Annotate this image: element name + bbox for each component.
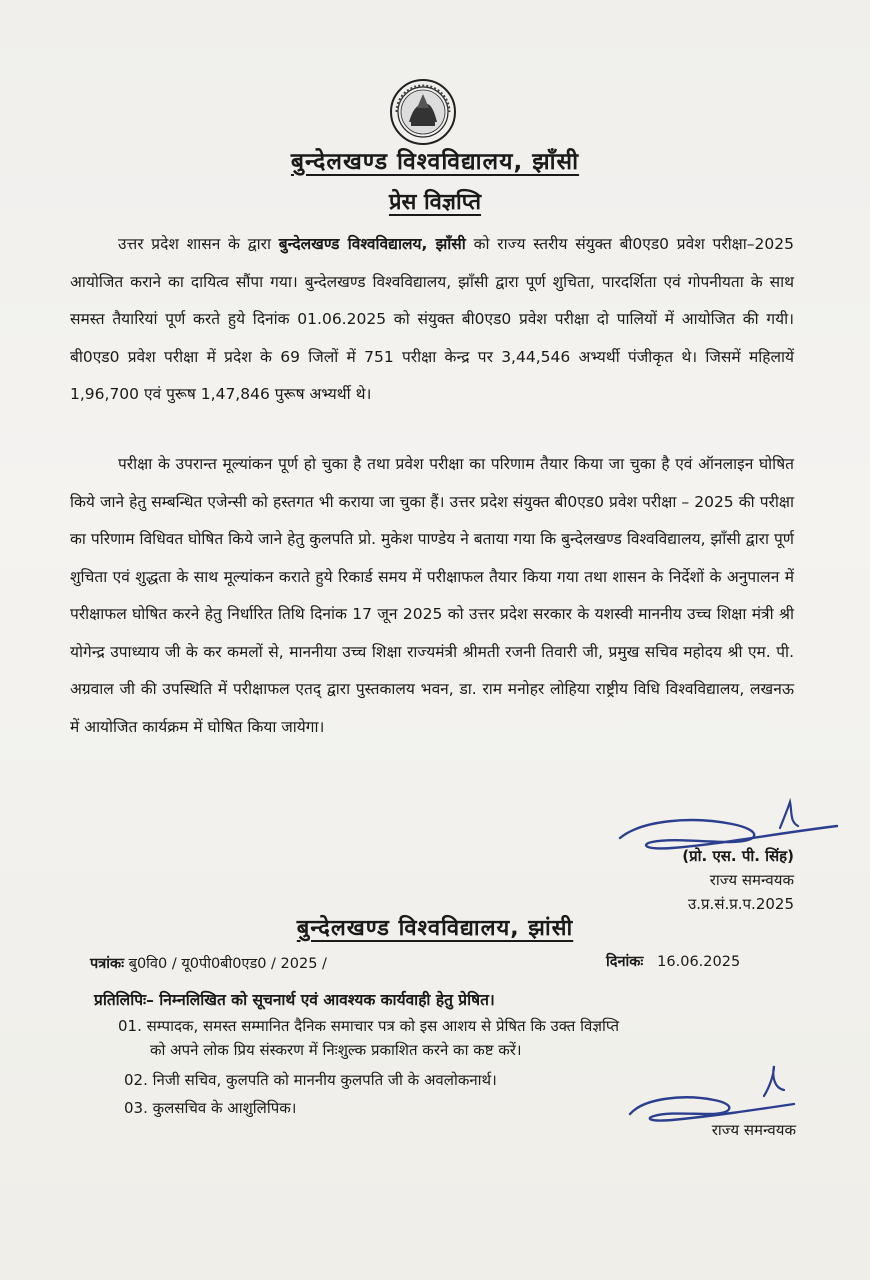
copy-item-3: 03. कुलसचिव के आशुलिपिक। <box>124 1099 297 1117</box>
copy-item-1-continued: को अपने लोक प्रिय संस्करण में निःशुल्क प्रकाशित करने का कष्ट करें। <box>150 1041 522 1059</box>
signatory-2-designation: राज्य समन्वयक <box>711 1121 796 1139</box>
reference-date: दिनांकः 16.06.2025 <box>606 954 741 970</box>
copy-item-1: 01. सम्पादक, समस्त सम्मानित दैनिक समाचार पत्र को इस आशय से प्रेषित कि उक्त विज्ञप्ति <box>118 1017 619 1035</box>
signatory-1-name: (प्रो. एस. पी. सिंह) <box>682 847 794 865</box>
copy-item-2: 02. निजी सचिव, कुलपति को माननीय कुलपति जी के अवलोकनार्थ। <box>124 1071 497 1089</box>
signatory-1-block <box>682 844 794 916</box>
university-seal-icon <box>389 78 457 146</box>
university-heading: बुन्देलखण्ड विश्वविद्यालय, झाँसी <box>290 149 580 175</box>
press-release-title: प्रेस विज्ञप्ति <box>388 190 482 215</box>
signatory-1-org: उ.प्र.सं.प्र.प.2025 <box>688 895 794 913</box>
reference-number: पत्रांकः बु0वि0 / यू0पी0बी0एड0 / 2025 / <box>90 956 327 972</box>
paragraph-2: परीक्षा के उपरान्त मूल्यांकन पूर्ण हो चुका है तथा प्रवेश परीक्षा का परिणाम तैयार किया जा चुका है एवं ऑनलाइन घोषित किये जाने हेतु सम्बन्धित एजेन्सी को हस्तगत भी कराया जा चुका हैं। उत्तर प्रदेश संयुक्त बी0एड0 प्रवेश परीक्षा – 2025 की परीक्षा का परिणाम विधिवत घोषित किये जाने हेतु कुलपति प्रो. मुकेश पाण्डेय ने बताया गया कि बुन्देलखण्ड विश्वविद्यालय, झाँसी द्वारा पूर्ण शुचिता एवं शुद्धता के साथ मूल्यांकन कराते हुये रिकार्ड समय में परीक्षाफल तैयार किया गया तथा शासन के निर्देशों के अनुपालन में परीक्षाफल घोषित करने हेतु निर्धारित तिथि दिनांक 17 जून 2025 को उत्तर प्रदेश सरकार के यशस्वी माननीय उच्च शिक्षा मंत्री श्री योगेन्द्र उपाध्याय जी के कर कमलों से, माननीया उच्च शिक्षा राज्यमंत्री श्रीमती रजनी तिवारी जी, प्रमुख सचिव महोदय श्री एम. पी. अग्रवाल जी की उपस्थिति में परीक्षाफल एतद् द्वारा पुस्तकालय भवन, डा. राम मनोहर लोहिया राष्ट्रीय विधि विश्वविद्यालय, लखनऊ में आयोजित कार्यक्रम में घोषित किया जायेगा। <box>70 455 794 736</box>
signatory-1-designation: राज्य समन्वयक <box>709 871 794 889</box>
second-university-heading: बुन्देलखण्ड विश्वविद्यालय, झांसी <box>296 916 574 941</box>
signatory-2-block <box>712 1118 796 1142</box>
paragraph-1-bold: बुन्देलखण्ड विश्वविद्यालय, झाँसी <box>278 235 466 253</box>
copy-heading: प्रतिलिपिः– निम्नलिखित को सूचनार्थ एवं आवश्यक कार्यवाही हेतु प्रेषित। <box>94 991 495 1009</box>
paragraph-1: उत्तर प्रदेश शासन के द्वारा बुन्देलखण्ड विश्वविद्यालय, झाँसी को राज्य स्तरीय संयुक्त बी0एड0 प्रवेश परीक्षा–2025 आयोजित कराने का दायित्व सौंपा गया। बुन्देलखण्ड विश्वविद्यालय, झाँसी द्वारा पूर्ण शुचिता, पारदर्शिता एवं गोपनीयता के साथ समस्त तैयारियां पूर्ण करते हुये दिनांक 01.06.2025 को संयुक्त बी0एड0 प्रवेश परीक्षा दो पालियों में आयोजित की गयी। बी0एड0 प्रवेश परीक्षा में प्रदेश के 69 जिलों में 751 परीक्षा केन्द्र पर 3,44,546 अभ्यर्थी पंजीकृत थे। जिसमें महिलायें 1,96,700 एवं पुरूष 1,47,846 पुरूष अभ्यर्थी थे। <box>70 235 794 403</box>
